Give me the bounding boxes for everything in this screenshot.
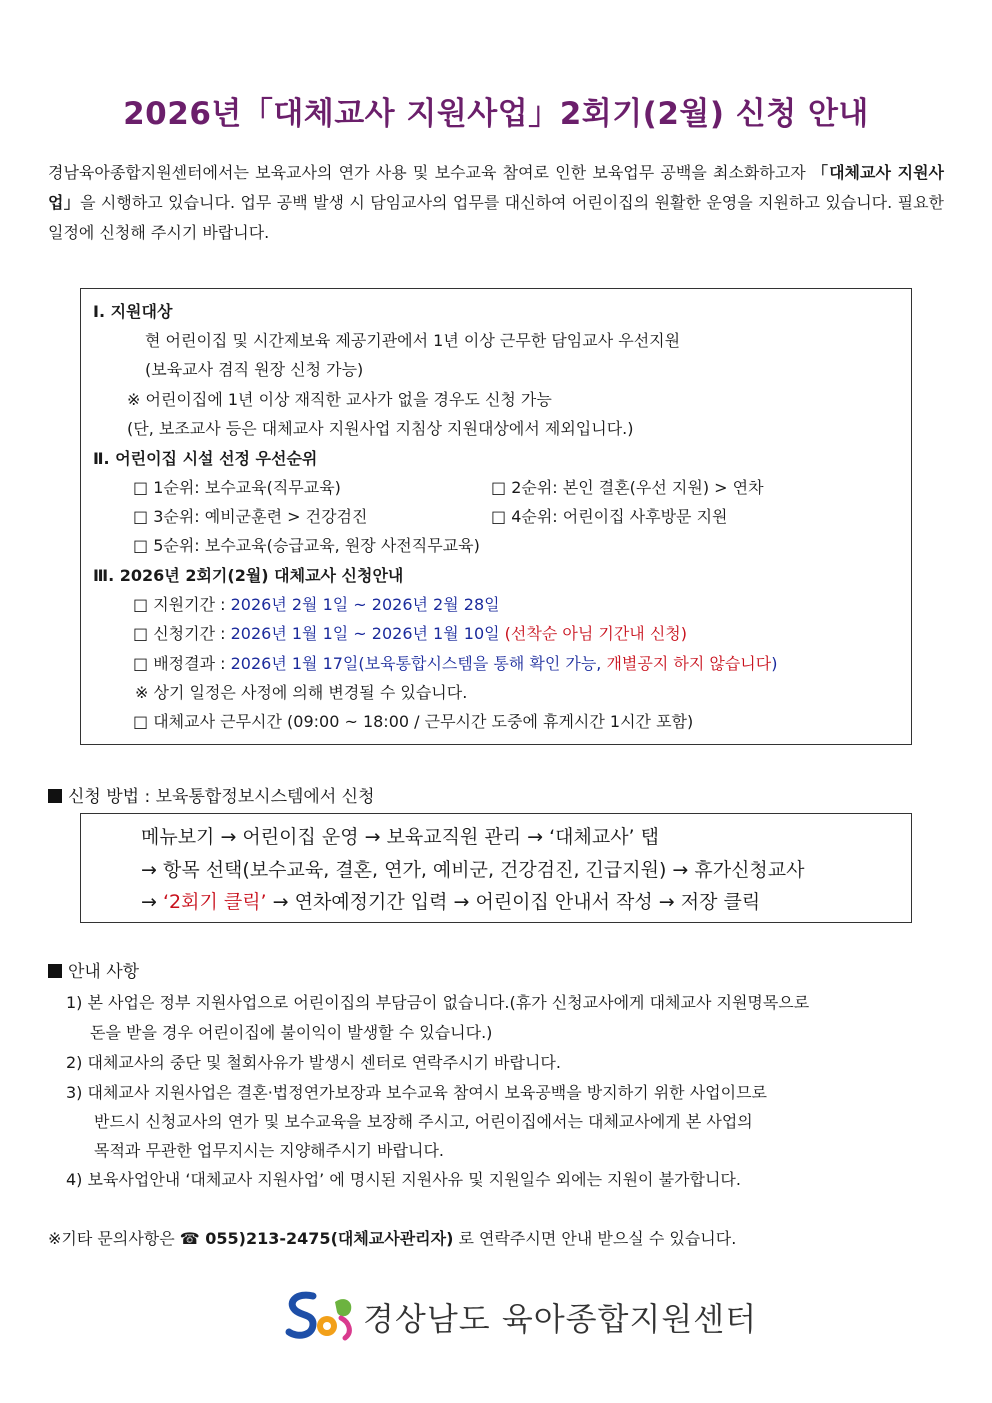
- contact-line: [48, 1226, 736, 1249]
- method-step-text: →: [141, 891, 163, 913]
- notice-item: 4) 보육사업안내 ‘대체교사 지원사업’ 에 명시된 지원사유 및 지원일수 외에는 지원이 불가합니다.: [66, 1170, 741, 1189]
- section-3-title: Ⅲ. 2026년 2회기(2월) 대체교사 신청안내: [93, 566, 404, 585]
- method-highlight: ‘2회기 클릭’: [162, 891, 267, 913]
- logo-text: 경상남도 육아종합지원센터: [363, 1300, 758, 1338]
- eligibility-note: (단, 보조교사 등은 대체교사 지원사업 지침상 지원대상에서 제외입니다.): [127, 419, 634, 438]
- schedule-value: 2026년 1월 1일 ~ 2026년 1월 10일: [230, 624, 500, 643]
- schedule-change-note: ※ 상기 일정은 사정에 의해 변경될 수 있습니다.: [135, 683, 468, 702]
- schedule-value: 2026년 1월 17일(보육통합시스템을 통해 확인 가능,: [230, 654, 607, 673]
- method-step-line: [141, 887, 760, 914]
- notice-heading: [48, 957, 139, 982]
- square-bullet-icon: [48, 789, 62, 803]
- priority-item: □ 3순위: 예비군훈련 > 건강검진: [133, 507, 368, 526]
- contact-text: 로 연락주시면 안내 받으실 수 있습니다.: [453, 1229, 737, 1248]
- notice-item: 2) 대체교사의 중단 및 철회사유가 발생시 센터로 연락주시기 바랍니다.: [66, 1053, 561, 1072]
- schedule-support-period: [133, 594, 500, 616]
- intro-text-1: 경남육아종합지원센터에서는 보육교사의 연가 사용 및 보수교육 참여로 인한 보육업무 공백을 최소화하고자: [48, 163, 812, 182]
- schedule-label: □ 신청기간 :: [133, 624, 231, 643]
- square-bullet-icon: [48, 964, 62, 978]
- notice-item: 3) 대체교사 지원사업은 결혼·법정연가보장과 보수교육 참여시 보육공백을 방지하기 위한 사업이므로: [66, 1083, 767, 1102]
- info-box: [80, 288, 912, 745]
- method-box: [80, 813, 912, 923]
- contact-phone: ☎ 055)213-2475(대체교사관리자): [179, 1229, 454, 1248]
- schedule-label: □ 배정결과 :: [133, 654, 231, 673]
- schedule-value: 2026년 2월 1일 ~ 2026년 2월 28일: [230, 595, 500, 614]
- eligibility-line: (보육교사 겸직 원장 신청 가능): [145, 360, 364, 379]
- schedule-note: 개별공지 하지 않습니다: [606, 654, 772, 673]
- center-logo: [283, 1288, 758, 1344]
- contact-text: ※기타 문의사항은: [48, 1229, 180, 1248]
- logo-mark-icon: [283, 1288, 361, 1344]
- method-heading: [48, 782, 375, 807]
- notice-heading-text: 안내 사항: [68, 962, 140, 982]
- method-step-line: → 항목 선택(보수교육, 결혼, 연가, 예비군, 건강검진, 긴급지원) → 휴가신청교사: [141, 859, 805, 881]
- intro-paragraph: [48, 158, 944, 248]
- method-heading-text: 신청 방법 : 보육통합정보시스템에서 신청: [68, 787, 375, 807]
- intro-text-2: 을 시행하고 있습니다. 업무 공백 발생 시 담임교사의 업무를 대신하여 어린이집의 원활한 운영을 지원하고 있습니다. 필요한 일정에 신청해 주시기 바랍니다.: [48, 193, 944, 242]
- work-hours: □ 대체교사 근무시간 (09:00 ~ 18:00 / 근무시간 도중에 휴게시간 1시간 포함): [133, 712, 694, 731]
- priority-item: □ 5순위: 보수교육(승급교육, 원장 사전직무교육): [133, 536, 480, 555]
- schedule-note: (선착순 아님 기간내 신청): [499, 624, 687, 643]
- notice-item: 목적과 무관한 업무지시는 지양해주시기 바랍니다.: [94, 1141, 445, 1160]
- notice-item: 반드시 신청교사의 연가 및 보수교육을 보장해 주시고, 어린이집에서는 대체교사에게 본 사업의: [94, 1112, 753, 1131]
- section-1-title: Ⅰ. 지원대상: [93, 302, 173, 321]
- schedule-application-period: [133, 623, 687, 645]
- notice-item: 돈을 받을 경우 어린이집에 불이익이 발생할 수 있습니다.): [90, 1023, 493, 1042]
- schedule-result: [133, 653, 777, 675]
- eligibility-line: 현 어린이집 및 시간제보육 제공기관에서 1년 이상 근무한 담임교사 우선지원: [145, 331, 681, 350]
- method-step-line: 메뉴보기 → 어린이집 운영 → 보육교직원 관리 → ‘대체교사’ 탭: [141, 826, 659, 848]
- section-2-title: Ⅱ. 어린이집 시설 선정 우선순위: [93, 449, 318, 468]
- eligibility-note: ※ 어린이집에 1년 이상 재직한 교사가 없을 경우도 신청 가능: [127, 390, 552, 409]
- schedule-label: □ 지원기간 :: [133, 595, 231, 614]
- schedule-close: ): [771, 654, 778, 673]
- priority-item: □ 2순위: 본인 결혼(우선 지원) > 연차: [491, 478, 764, 497]
- intro-program-name: 「대체교사 지원사업」: [48, 163, 945, 212]
- notice-item: 1) 본 사업은 정부 지원사업으로 어린이집의 부담금이 없습니다.(휴가 신청교사에게 대체교사 지원명목으로: [66, 993, 810, 1012]
- page-title: 2026년「대체교사 지원사업」2회기(2월) 신청 안내: [123, 96, 869, 132]
- priority-item: □ 4순위: 어린이집 사후방문 지원: [491, 507, 728, 526]
- method-step-text: → 연차예정기간 입력 → 어린이집 안내서 작성 → 저장 클릭: [266, 891, 761, 913]
- priority-item: □ 1순위: 보수교육(직무교육): [133, 478, 341, 497]
